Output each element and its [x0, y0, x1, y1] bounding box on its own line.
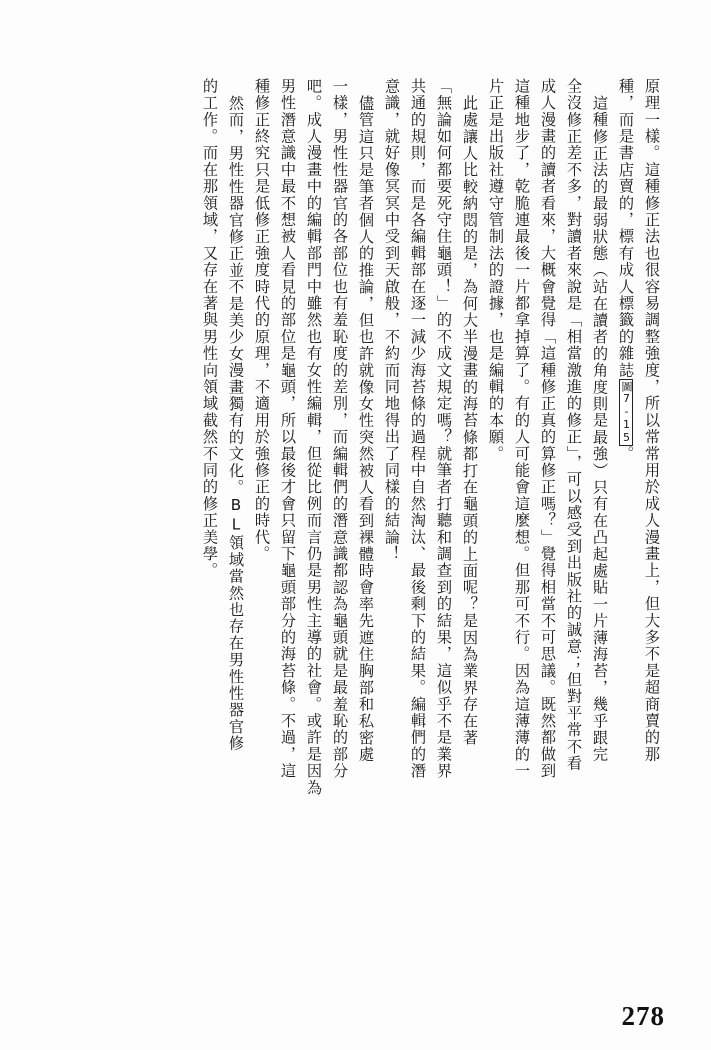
text-column: 成人漫畫的讀者看來，大概會覺得「這種修正真的算修正嗎？」覺得相當不可思議。既然都做到: [539, 78, 557, 780]
text-column-segment: 種，而是書店賣的，標有成人標籤的雜誌: [617, 78, 635, 379]
figure-reference: 圖7-15: [620, 380, 633, 444]
text-column: 此處讓人比較納悶的是，為何大半漫畫的海苔條都打在龜頭的上面呢？是因為業界存在著: [461, 95, 479, 747]
text-column-with-figure-ref: [607, 78, 633, 958]
text-column: 全沒修正差不多，對讀者來說是「相當激進的修正」，可以感受到出版社的誠意；但對平常不看: [565, 78, 583, 772]
text-column: 然而，男性性器官修正並不是美少女漫畫獨有的文化。BL領域當然也存在男性性器官修: [227, 95, 245, 752]
text-column-period: 。: [617, 445, 635, 463]
text-column: 種修正終究只是低修正強度時代的原理，不適用於強修正的時代。: [253, 78, 271, 563]
page-number: 278: [621, 1001, 665, 1031]
text-column: 「無論如何都要死守住龜頭！」的不成文規定嗎？就筆者打聽和調查到的結果，這似乎不是業界: [435, 78, 453, 780]
text-column: 這種地步了，乾脆連最後一片都拿掉算了。有的人可能會這麼想。但那可不行。因為這薄薄的一: [513, 78, 531, 780]
text-column: 一樣，男性性器官的各部位也有羞恥度的差別，而編輯們的潛意識都認為龜頭就是最羞恥的部分: [331, 78, 349, 780]
text-column: 儘管這只是筆者個人的推論，但也許就像女性突然被人看到裸體時會率先遮住胸部和私密處: [357, 95, 375, 763]
text-column: 片正是出版社遵守管制法的證據，也是編輯的本願。: [487, 78, 505, 463]
text-column: 吧。成人漫畫中的編輯部門中雖然也有女性編輯，但從比例而言仍是男性主導的社會。或許是因為: [305, 78, 323, 797]
text-column: 這種修正法的最弱狀態（站在讀者的角度則是最強）只有在凸起處貼一片薄海苔，幾乎跟完: [591, 95, 609, 763]
text-column: 的工作。而在那領域，又存在著與男性向領域截然不同的修正美學。: [201, 78, 219, 579]
text-column: 共通的規則，而是各編輯部在逐一減少海苔條的過程中自然淘汰、最後剩下的結果。編輯們的潛: [409, 78, 427, 780]
text-column: 原理一樣。這種修正法也很容易調整強度，所以常常用於成人漫畫上，但大多不是超商賣的那: [643, 78, 661, 763]
text-column: 意識，就好像冥冥中受到天啟般，不約而同地得出了同樣的結論！: [383, 78, 401, 563]
text-column: 男性潛意識中最不想被人看見的部位是龜頭，所以最後才會只留下龜頭部分的海苔條。不過，這: [279, 78, 297, 780]
vertical-text-body: [60, 78, 659, 958]
